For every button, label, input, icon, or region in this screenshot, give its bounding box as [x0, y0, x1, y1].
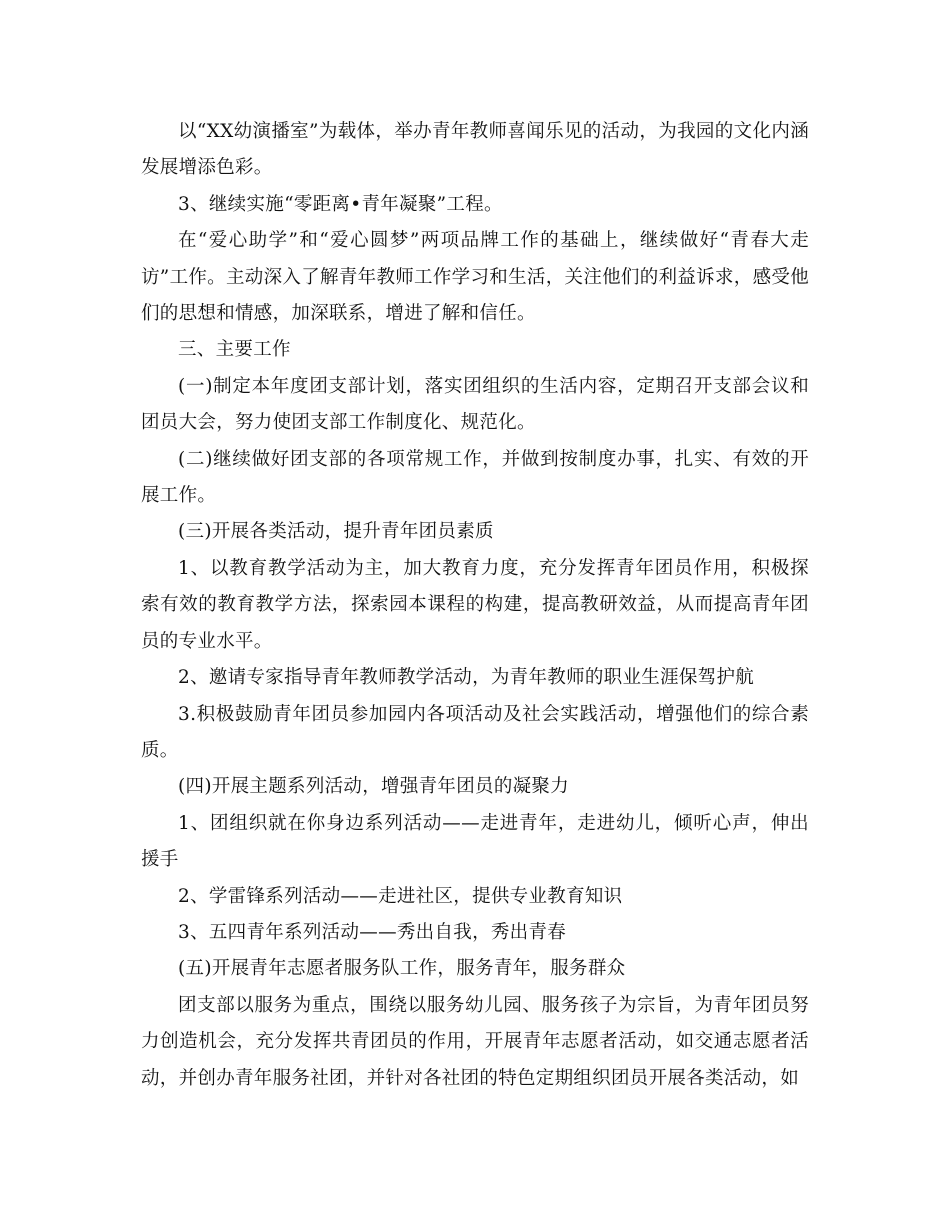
document-body	[141, 114, 809, 1097]
paragraph: 以“XX幼演播室”为载体，举办青年教师喜闻乐见的活动，为我园的文化内涵发展增添色彩。	[141, 121, 809, 179]
paragraph: 在“爱心助学”和“爱心圆梦”两项品牌工作的基础上，继续做好“青春大走访”工作。主动深入了解青年教师工作学习和生活，关注他们的利益诉求，感受他们的思想和情感，加深联系，增进了解和信任。	[141, 230, 809, 325]
paragraph: 3.积极鼓励青年团员参加园内各项活动及社会实践活动，增强他们的综合素质。	[141, 703, 809, 761]
paragraph: 2、学雷锋系列活动——走进社区，提供专业教育知识	[178, 885, 623, 907]
paragraph: 3、五四青年系列活动——秀出自我，秀出青春	[178, 921, 567, 943]
section-heading: 三、主要工作	[178, 339, 291, 361]
paragraph: (一)制定本年度团支部计划，落实团组织的生活内容，定期召开支部会议和团员大会，努力使团支部工作制度化、规范化。	[141, 375, 809, 434]
paragraph: 3、继续实施“零距离•青年凝聚”工程。	[178, 193, 503, 215]
subsection-heading: (五)开展青年志愿者服务队工作，服务青年，服务群众	[178, 958, 626, 980]
paragraph: 2、邀请专家指导青年教师教学活动，为青年教师的职业生涯保驾护航	[178, 667, 755, 689]
paragraph: 1、以教育教学活动为主，加大教育力度，充分发挥青年团员作用，积极探索有效的教育教学方法，探索园本课程的构建，提高教研效益，从而提高青年团员的专业水平。	[141, 557, 809, 652]
paragraph: 1、团组织就在你身边系列活动——走进青年，走进幼儿，倾听心声，伸出援手	[141, 812, 809, 871]
paragraph: 团支部以服务为重点，围绕以服务幼儿园、服务孩子为宗旨，为青年团员努力创造机会，充分发挥共青团员的作用，开展青年志愿者活动，如交通志愿者活动，并创办青年服务社团，并针对各社团的特色定期组织团员开展各类活动，如	[141, 994, 809, 1089]
paragraph: (二)继续做好团支部的各项常规工作，并做到按制度办事，扎实、有效的开展工作。	[141, 448, 809, 507]
subsection-heading: (三)开展各类活动，提升青年团员素质	[178, 521, 494, 543]
subsection-heading: (四)开展主题系列活动，增强青年团员的凝聚力	[178, 776, 570, 798]
